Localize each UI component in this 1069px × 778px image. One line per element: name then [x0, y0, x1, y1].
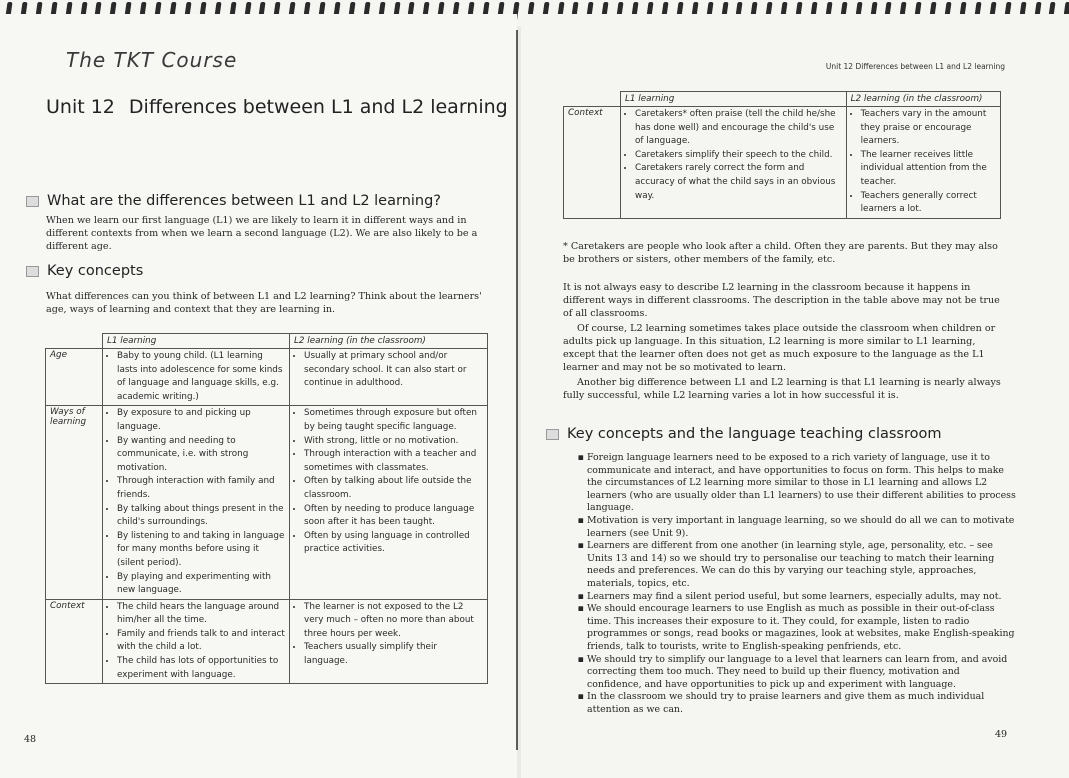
section-heading-text: What are the differences between L1 and L2 learning? — [47, 193, 441, 209]
table-corner — [564, 92, 621, 107]
list-item: • With strong, little or no motivation. — [304, 435, 483, 449]
handwritten-note: The TKT Course — [66, 48, 238, 72]
list-item: • Caretakers* often praise (tell the child he/she has done well) and encourage the child's use of language. — [635, 108, 842, 149]
list-item: • Often by using language in controlled practice activities. — [304, 530, 483, 557]
list-item: • Caretakers rarely correct the form and accuracy of what the child says in an obvious way. — [635, 162, 842, 203]
table-row — [46, 349, 488, 406]
list-item: • Learners are different from one another (in learning style, age, personality, etc. – see Units 13 and 14) so we should try to personalise our teaching to match their learning needs and preferences. We can do this by varying our teaching style, approaches, materials, topics, etc. — [587, 540, 1017, 590]
section-heading-differences — [26, 193, 441, 209]
list-item: • Foreign language learners need to be exposed to a rich variety of language, use it to communicate and interact, and have opportunities to focus on form. This helps to make the circumstances of L2 learning more similar to those in L1 learning and allows L2 learners (who are usually older than L1 learners) to use their different abilities to process language. — [587, 452, 1017, 515]
list-item: • Through interaction with family and friends. — [117, 475, 285, 502]
running-header: Unit 12 Differences between L1 and L2 learning — [825, 62, 1005, 71]
list-item: • The child has lots of opportunities to experiment with language. — [117, 655, 285, 682]
list-item: • By wanting and needing to communicate, i.e. with strong motivation. — [117, 435, 285, 476]
table-row — [564, 107, 1001, 219]
list-item: • Often by needing to produce language soon after it has been taught. — [304, 503, 483, 530]
list-item: • The learner receives little individual attention from the teacher. — [861, 149, 996, 190]
list-item: • Often by talking about life outside the classroom. — [304, 475, 483, 502]
intro-paragraph: When we learn our first language (L1) we are likely to learn it in different ways and in different contexts from when we learn a second language (L2). We are also likely to be a different age. — [46, 215, 478, 252]
comparison-table-left — [45, 333, 488, 684]
section-heading-text: Key concepts and the language teaching classroom — [567, 426, 942, 442]
table-header-l2: L2 learning (in the classroom) — [290, 334, 488, 349]
paragraph-1: It is not always easy to describe L2 learning in the classroom because it happens in different ways in different classrooms. The description in the table above may not be true of all classrooms. — [563, 282, 1000, 319]
section-icon — [26, 196, 39, 207]
unit-title — [46, 96, 522, 118]
table-header-l2: L2 learning (in the classroom) — [846, 92, 1000, 107]
paragraph-2: Of course, L2 learning sometimes takes place outside the classroom when children or adults pick up language. In this situation, L2 learning is more similar to L1 learning, except that the learner often does not get as much exposure to the language as the L1 learner and may not be so motivated to learn. — [563, 323, 996, 373]
list-item: • In the classroom we should try to praise learners and give them as much individual attention as we can. — [587, 691, 1017, 716]
list-item: • By talking about things present in the child's surroundings. — [117, 503, 285, 530]
l1-cell — [103, 599, 290, 684]
page-gutter — [516, 30, 518, 750]
list-item: • Motivation is very important in language learning, so we should do all we can to motivate learners (see Unit 9). — [587, 515, 1017, 540]
table-body — [46, 349, 488, 684]
section-heading-key-concepts — [26, 263, 143, 279]
key-concepts-paragraph: What differences can you think of between L1 and L2 learning? Think about the learners' age, ways of learning and context that they are learning in. — [46, 291, 482, 315]
list-item: • We should try to simplify our language to a level that learners can learn from, and avoid correcting them too much. They need to build up their fluency, motivation and confidence, and have opportunities to pick up and experiment with language. — [587, 654, 1017, 692]
list-item: • Learners may find a silent period useful, but some learners, especially adults, may not. — [587, 591, 1017, 604]
row-label: Context — [46, 599, 103, 684]
list-item: • Sometimes through exposure but often by being taught specific language. — [304, 407, 483, 434]
unit-title-text: Differences between L1 and L2 learning — [128, 96, 508, 118]
list-item: • Baby to young child. (L1 learning lasts into adolescence for some kinds of language and language skills, e.g. academic writing.) — [117, 350, 285, 404]
list-item: • We should encourage learners to use English as much as possible in their out-of-class time. This increases their exposure to it. They could, for example, listen to radio programmes or songs, read books or magazines, look at websites, make English-speaking friends, talk to tourists, write to English-speaking penfriends, etc. — [587, 603, 1017, 653]
l2-cell — [290, 349, 488, 406]
row-label: Age — [46, 349, 103, 406]
comparison-table-right — [563, 91, 1001, 219]
unit-number: Unit 12 — [46, 96, 115, 118]
list-item: • Caretakers simplify their speech to the child. — [635, 149, 842, 163]
list-item: • By playing and experimenting with new language. — [117, 571, 285, 598]
table-row — [46, 599, 488, 684]
list-item: • Usually at primary school and/or secondary school. It can also start or continue in adulthood. — [304, 350, 483, 391]
key-concepts-list — [577, 452, 1017, 716]
list-item: • The child hears the language around him/her all the time. — [117, 601, 285, 628]
l1-cell — [103, 349, 290, 406]
row-label: Context — [564, 107, 621, 219]
section-heading-classroom — [546, 426, 941, 442]
list-item: • By exposure to and picking up language. — [117, 407, 285, 434]
list-item: • Through interaction with a teacher and sometimes with classmates. — [304, 448, 483, 475]
list-item: • The learner is not exposed to the L2 very much – often no more than about three hours per week. — [304, 601, 483, 642]
paragraph-3: Another big difference between L1 and L2 learning is that L1 learning is nearly always fully successful, while L2 learning varies a lot in how successful it is. — [563, 377, 1001, 401]
list-item: • By listening to and taking in language for many months before using it (silent period). — [117, 530, 285, 571]
l2-cell — [846, 107, 1000, 219]
list-item: • Teachers generally correct learners a lot. — [861, 190, 996, 217]
table-header-l1: L1 learning — [103, 334, 290, 349]
table-row — [46, 406, 488, 599]
list-item: • Family and friends talk to and interact with the child a lot. — [117, 628, 285, 655]
table-header-l1: L1 learning — [621, 92, 847, 107]
l2-cell — [290, 406, 488, 599]
l1-cell — [621, 107, 847, 219]
page-number-right: 49 — [995, 729, 1008, 740]
section-icon — [546, 429, 559, 440]
list-item: • Teachers usually simplify their language. — [304, 641, 483, 668]
l2-cell — [290, 599, 488, 684]
page-number-left: 48 — [24, 734, 37, 745]
section-icon — [26, 266, 39, 277]
row-label: Ways of learning — [46, 406, 103, 599]
list-item: • Teachers vary in the amount they praise or encourage learners. — [861, 108, 996, 149]
table-corner — [46, 334, 103, 349]
section-heading-text: Key concepts — [47, 263, 144, 279]
l1-cell — [103, 406, 290, 599]
footnote: * Caretakers are people who look after a child. Often they are parents. But they may also be brothers or sisters, other members of the family, etc. — [563, 241, 998, 265]
